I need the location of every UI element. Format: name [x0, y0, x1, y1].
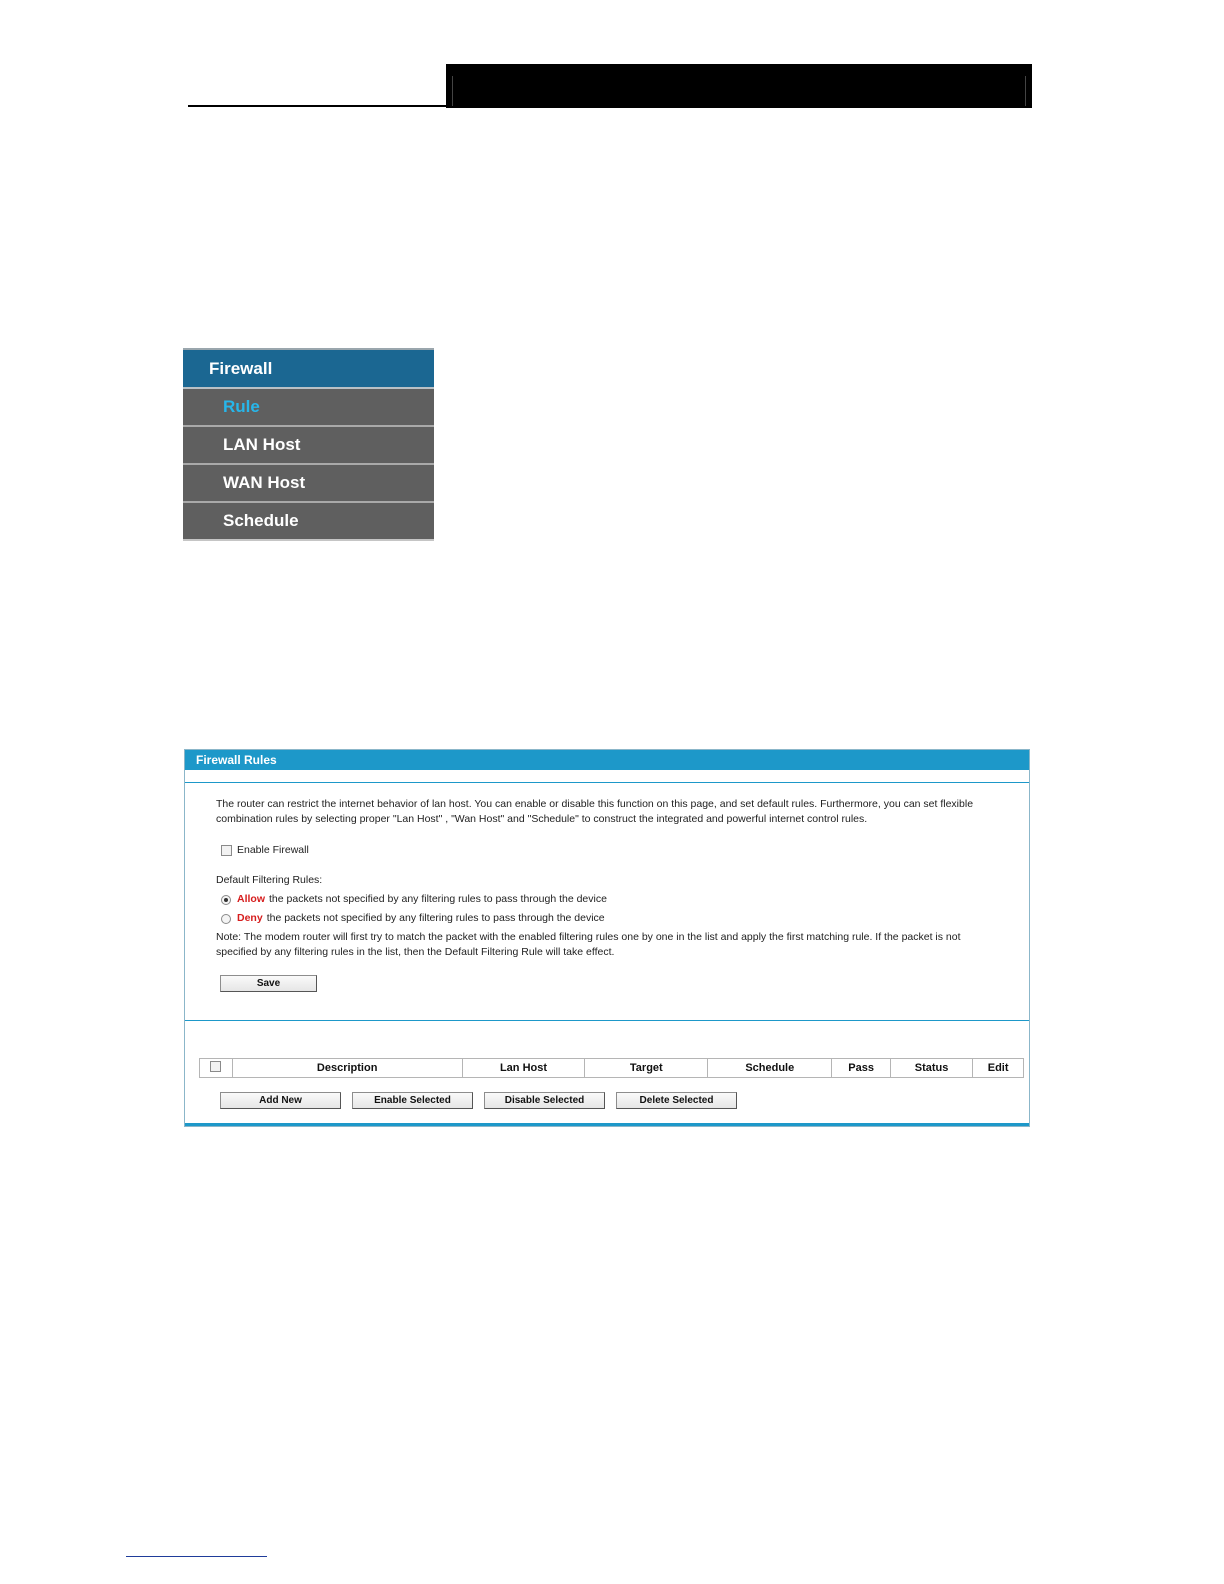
header-band: [446, 64, 1032, 108]
header-band-divider-right: [1025, 76, 1026, 106]
column-target: Target: [585, 1059, 708, 1078]
menu-item-schedule[interactable]: Schedule: [183, 503, 434, 539]
firewall-menu: [183, 348, 434, 541]
firewall-rules-table: [199, 1058, 1024, 1078]
deny-keyword: Deny: [237, 912, 263, 924]
menu-item-wan-host[interactable]: WAN Host: [183, 465, 434, 503]
deny-rule-row: [221, 911, 999, 926]
default-filtering-rules-title: Default Filtering Rules:: [216, 874, 323, 886]
firewall-rules-panel: [184, 749, 1030, 1127]
panel-bottom-border: [185, 1123, 1029, 1126]
note-line-1: Note: The modem router will first try to match the packet with the enabled filtering rules one by one in the list and apply the first matching rule. If the packet is not: [216, 931, 961, 943]
firewall-settings-section: [185, 783, 1029, 992]
enable-firewall-checkbox[interactable]: [221, 845, 232, 856]
menu-item-rule[interactable]: Rule: [183, 389, 434, 427]
header-band-divider-left: [452, 76, 453, 106]
table-header-row: [200, 1059, 1024, 1078]
enable-firewall-label: Enable Firewall: [237, 844, 309, 856]
enable-firewall-row: [221, 843, 999, 858]
menu-header-firewall[interactable]: Firewall: [183, 350, 434, 389]
description-line-2: combination rules by selecting proper "Lan Host" , "Wan Host" and "Schedule" to construct the integrated and powerful internet control rules.: [216, 813, 868, 825]
note-line-2: specified by any filtering rules in the list, then the Default Filtering Rule will take effect.: [216, 946, 615, 958]
column-status: Status: [890, 1059, 972, 1078]
menu-item-lan-host[interactable]: LAN Host: [183, 427, 434, 465]
column-schedule: Schedule: [708, 1059, 832, 1078]
column-pass: Pass: [832, 1059, 891, 1078]
filtering-note: [216, 930, 999, 960]
section-separator: [185, 1020, 1029, 1021]
panel-description: [216, 797, 999, 827]
select-all-checkbox[interactable]: [210, 1061, 221, 1072]
add-new-button[interactable]: Add New: [220, 1092, 341, 1109]
column-description: Description: [232, 1059, 462, 1078]
select-all-header: [200, 1059, 233, 1078]
allow-rule-row: [221, 892, 999, 907]
allow-keyword: Allow: [237, 893, 265, 905]
column-edit: Edit: [973, 1059, 1024, 1078]
header-rule-line: [188, 105, 448, 107]
enable-selected-button[interactable]: Enable Selected: [352, 1092, 473, 1109]
allow-description: the packets not specified by any filtering rules to pass through the device: [269, 893, 607, 905]
disable-selected-button[interactable]: Disable Selected: [484, 1092, 605, 1109]
description-line-1: The router can restrict the internet behavior of lan host. You can enable or disable this function on this page, and set default rules. Furthermore, you can set flexible: [216, 798, 974, 810]
delete-selected-button[interactable]: Delete Selected: [616, 1092, 737, 1109]
panel-title: Firewall Rules: [185, 750, 1029, 770]
save-button[interactable]: Save: [220, 975, 317, 992]
allow-radio[interactable]: [221, 895, 231, 905]
table-actions: [220, 1092, 748, 1109]
deny-radio[interactable]: [221, 914, 231, 924]
footer-link-underline: [126, 1556, 267, 1557]
deny-description: the packets not specified by any filtering rules to pass through the device: [266, 912, 605, 924]
column-lan-host: Lan Host: [462, 1059, 585, 1078]
